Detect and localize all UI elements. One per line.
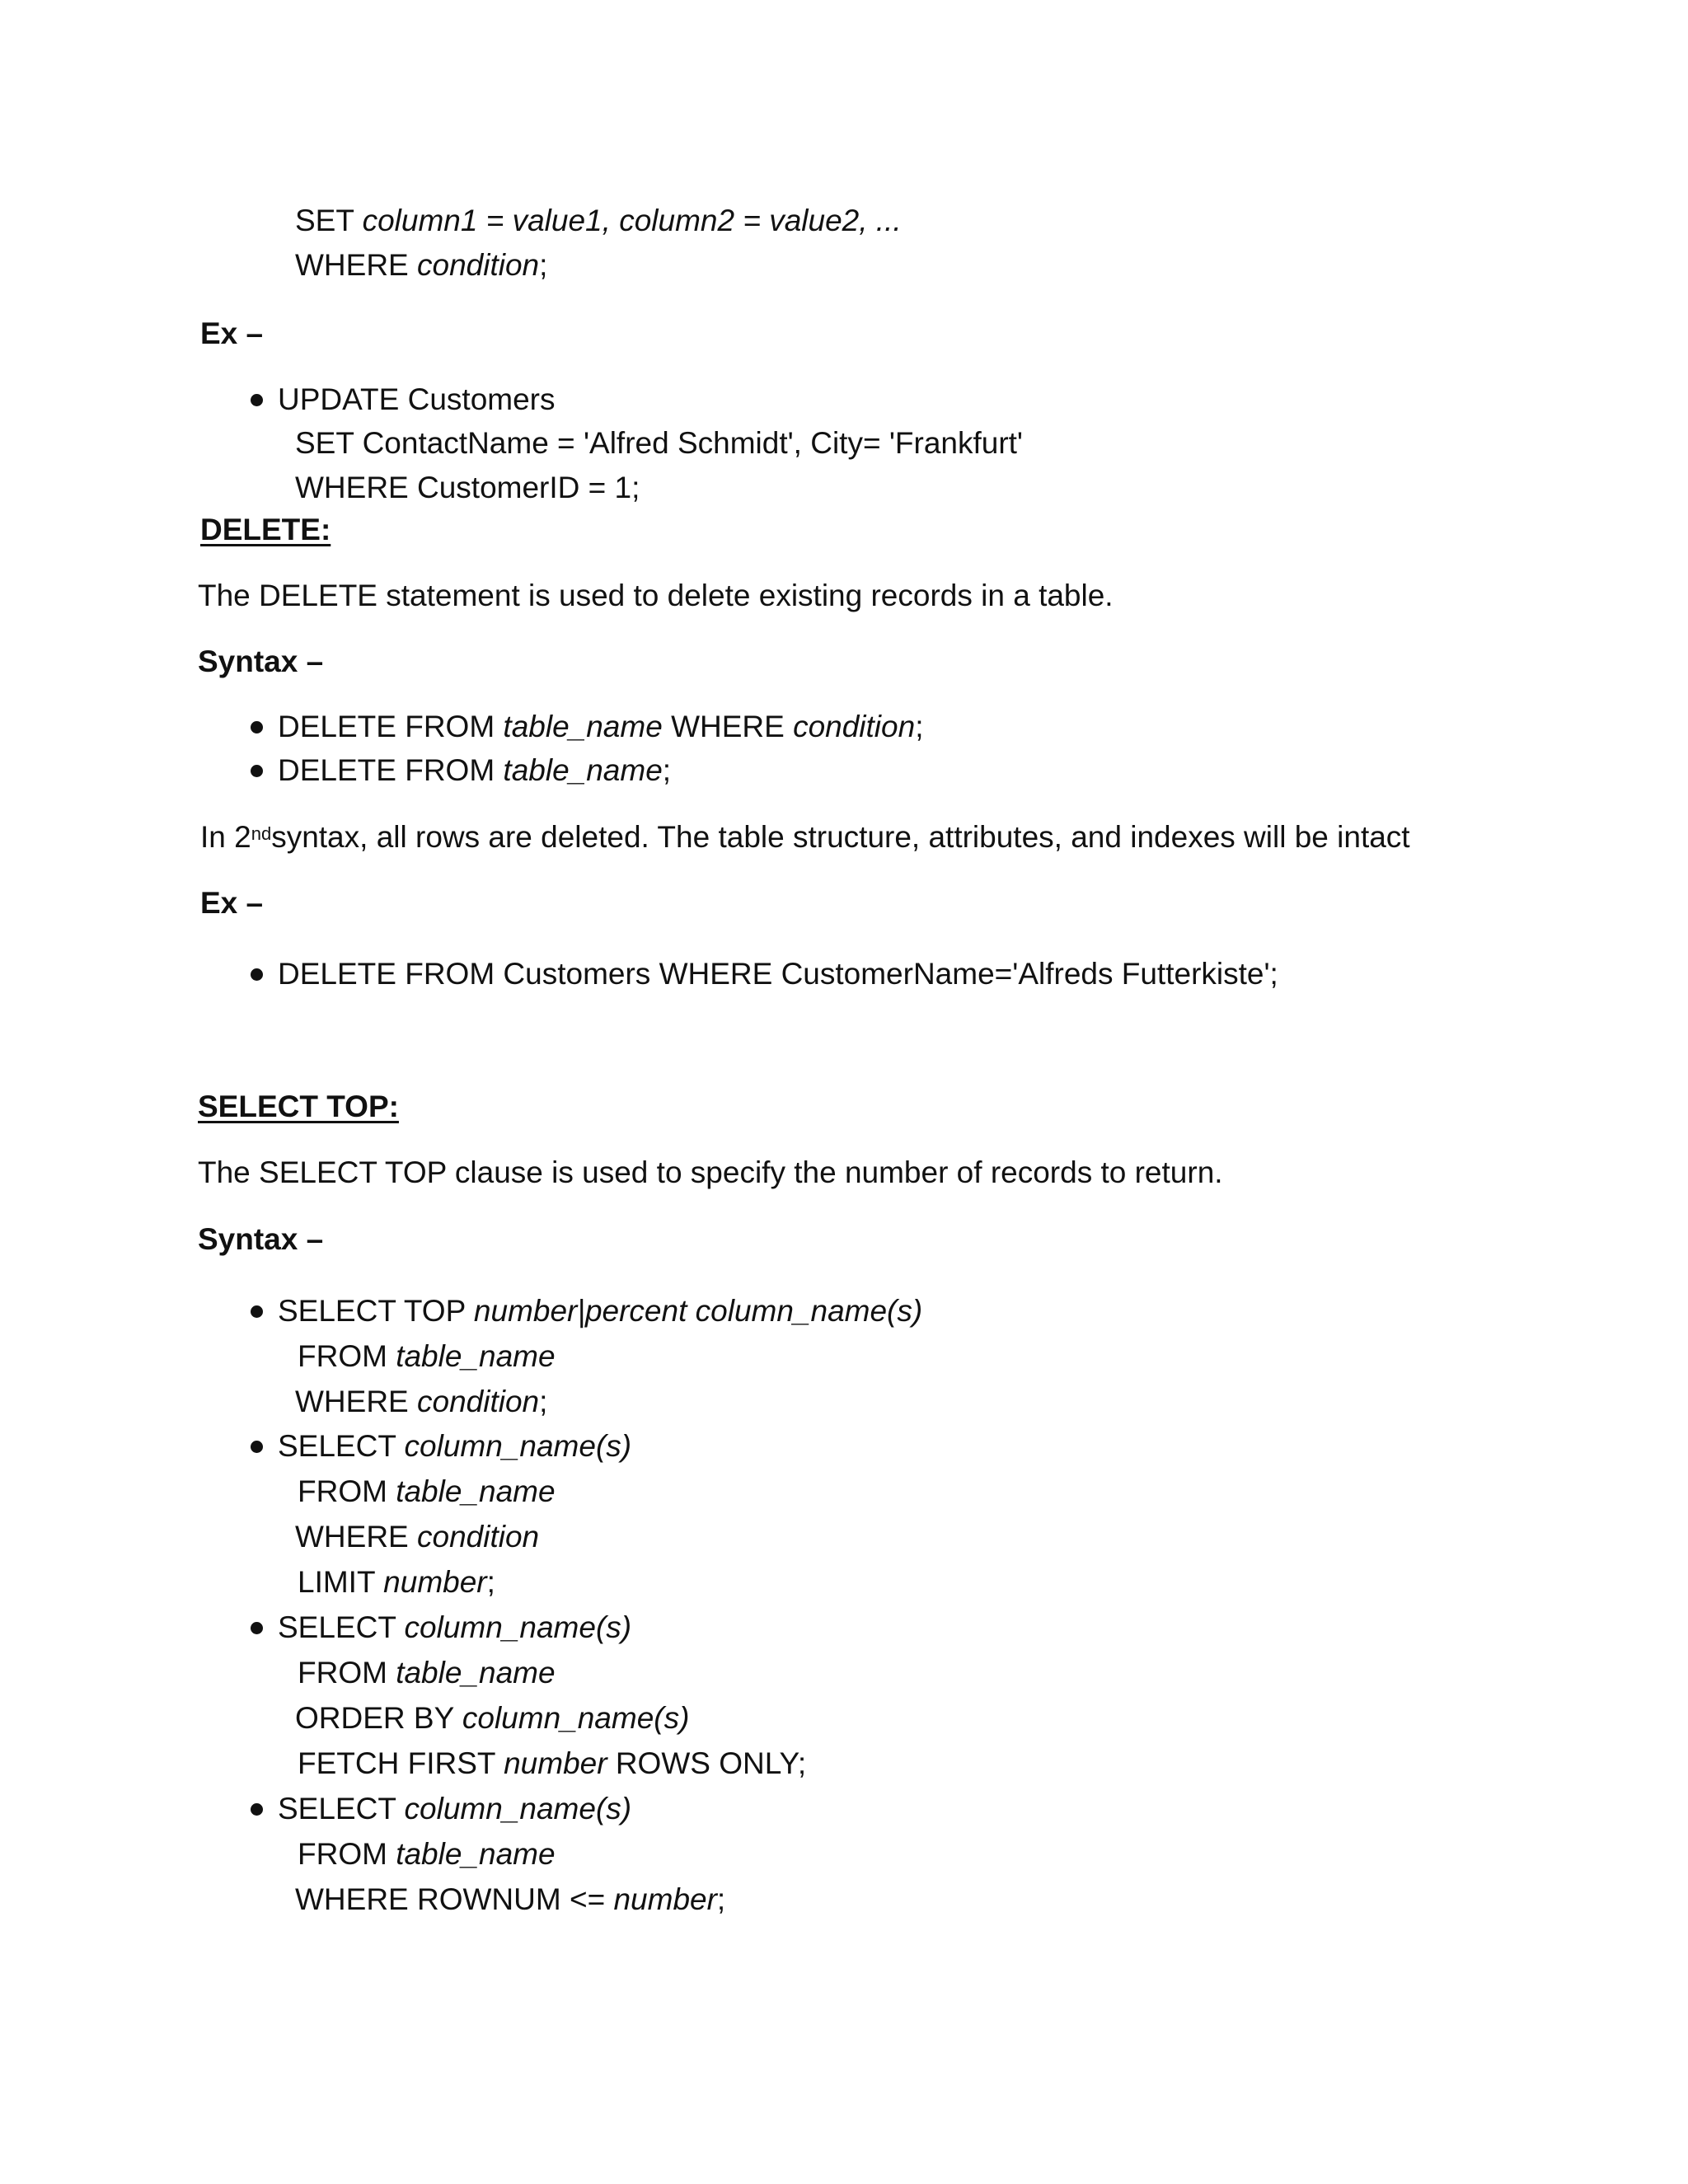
- delete-syntax-2: DELETE FROM table_name;: [278, 753, 672, 787]
- select-top-s4-line3: WHERE ROWNUM <= number;: [295, 1882, 726, 1916]
- select-top-s2-line1: SELECT column_name(s): [278, 1429, 632, 1463]
- update-syntax-set-line: SET column1 = value1, column2 = value2, ...: [295, 204, 902, 237]
- select-top-s2-line2: FROM table_name: [298, 1474, 556, 1508]
- bullet-icon: [251, 765, 263, 777]
- select-top-s3-line2: FROM table_name: [298, 1656, 556, 1690]
- update-example-line3: WHERE CustomerID = 1;: [295, 471, 640, 504]
- update-example-label: Ex –: [200, 316, 264, 350]
- select-top-s2-line3: WHERE condition: [295, 1520, 540, 1554]
- bullet-icon: [251, 968, 263, 981]
- select-top-s2-line4: LIMIT number;: [298, 1565, 495, 1599]
- select-top-s3-line4: FETCH FIRST number ROWS ONLY;: [298, 1746, 807, 1780]
- bullet-icon: [251, 394, 263, 406]
- select-top-s4-line1: SELECT column_name(s): [278, 1792, 632, 1825]
- delete-syntax-1: DELETE FROM table_name WHERE condition;: [278, 710, 924, 743]
- update-example-line1: UPDATE Customers: [278, 382, 556, 416]
- bullet-icon: [251, 1803, 263, 1816]
- delete-syntax-label: Syntax –: [198, 644, 324, 678]
- bullet-icon: [251, 1622, 263, 1634]
- select-top-s3-line1: SELECT column_name(s): [278, 1610, 632, 1644]
- select-top-heading: SELECT TOP:: [198, 1090, 399, 1123]
- delete-example: DELETE FROM Customers WHERE CustomerName='Alfreds Futterkiste';: [278, 957, 1278, 991]
- delete-example-label: Ex –: [200, 886, 264, 920]
- bullet-icon: [251, 721, 263, 733]
- bullet-icon: [251, 1441, 263, 1453]
- update-example-line2: SET ContactName = 'Alfred Schmidt', City= 'Frankfurt': [295, 426, 1023, 460]
- select-top-s3-line3: ORDER BY column_name(s): [295, 1701, 690, 1735]
- select-top-s1-line1: SELECT TOP number|percent column_name(s): [278, 1294, 923, 1328]
- select-top-s1-line2: FROM table_name: [298, 1339, 556, 1373]
- delete-description: The DELETE statement is used to delete existing records in a table.: [198, 579, 1114, 612]
- bullet-icon: [251, 1305, 263, 1318]
- delete-heading: DELETE:: [200, 513, 331, 546]
- select-top-s1-line3: WHERE condition;: [295, 1385, 548, 1418]
- select-top-description: The SELECT TOP clause is used to specify the number of records to return.: [198, 1155, 1223, 1189]
- update-syntax-where-line: WHERE condition;: [295, 248, 548, 282]
- delete-note: In 2ndsyntax, all rows are deleted. The table structure, attributes, and indexes will be intact: [200, 820, 1410, 854]
- select-top-s4-line2: FROM table_name: [298, 1837, 556, 1871]
- select-top-syntax-label: Syntax –: [198, 1222, 324, 1256]
